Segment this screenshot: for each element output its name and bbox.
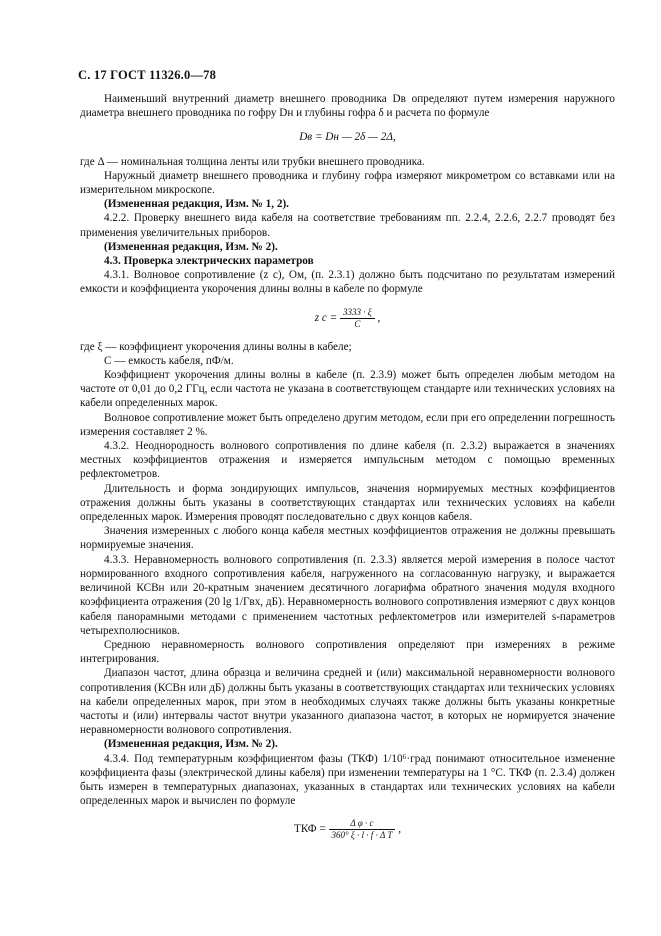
paragraph-pulse-duration: Длительность и форма зондирующих импульсов, значения нормируемых местных коэффициентов отражения должны быть указаны в соответствующих стандартах или технических условиях на кабели определенных марок. Измерения проводят последовательно с двух концов кабеля. [80, 482, 615, 524]
page-header: С. 17 ГОСТ 11326.0—78 [78, 68, 217, 82]
paragraph-average-nonuniformity: Среднюю неравномерность волнового сопротивления определяют при измерениях в режиме интегрирования. [80, 638, 615, 666]
revision-note-3: (Измененная редакция, Изм. № 2). [104, 738, 278, 751]
section-heading-4-3: 4.3. Проверка электрических параметров [104, 255, 314, 268]
paragraph-inner-diameter: Наименьший внутренний диаметр внешнего проводника Dв определяют путем измерения наружного диаметра внешнего проводника по гофру Dн и глубины гофра δ и расчета по формуле [80, 93, 615, 120]
paragraph-shortening-coefficient: Коэффициент укорочения длины волны в кабеле (п. 2.3.9) может быть определен любым методом на частоте от 0,01 до 0,2 ГГц, если частота не указана в соответствующем стандарте или технических условиях на кабели определенных марок. [80, 369, 615, 410]
paragraph-4-3-4: 4.3.4. Под температурным коэффициентом фазы (ТКФ) 1/10⁶·град понимают относительное изменение коэффициента фазы (электрической длины кабеля) при изменении температуры на 1 °С. ТКФ (п. 2.3.4) должен быть измерен в температурных диапазонах, указанных в стандартах или технических условиях на кабели определенных марок и вычислен по формуле [80, 752, 615, 808]
paragraph-4-3-1: 4.3.1. Волновое сопротивление (z с), Ом, (п. 2.3.1) должно быть подсчитано по результатам измерений емкости и коэффициента укорочения длины волны в кабеле по формуле [80, 269, 615, 296]
revision-note-2: (Измененная редакция, Изм. № 2). [104, 240, 278, 253]
formula-phase-coefficient-tail: , [398, 823, 401, 836]
formula-wave-impedance-tail: , [377, 311, 381, 324]
formula-phase-coefficient [80, 818, 615, 841]
paragraph-frequency-range: Диапазон частот, длина образца и величина средней и (или) максимальной неравномерности волнового сопротивления (КСВн или дБ) должны быть указаны в соответствующих стандартах или технических условиях на кабели определенных марок, при этом в необходимых случаях также должны быть указаны конкретные частоты и (или) интервалы частот внутри указанного диапазона частот, в которых не нормируется значение неравномерности волнового сопротивления. [80, 667, 615, 737]
paragraph-4-2-2: 4.2.2. Проверку внешнего вида кабеля на соответствие требованиям пп. 2.2.4, 2.2.6, 2.2.7 проводят без применения увеличительных приборов. [80, 212, 615, 239]
paragraph-delta-definition: где Δ — номинальная толщина ленты или трубки внешнего проводника. [80, 155, 425, 168]
formula-phase-coefficient-denominator: 360° ξ · l · f · Δ T [331, 830, 393, 841]
formula-wave-impedance-lhs: z с = [314, 311, 338, 324]
formula-wave-impedance-numerator: 3333 · ξ [340, 307, 375, 319]
formula-phase-coefficient-numerator: Δ φ · c [329, 818, 396, 830]
paragraph-micrometer: Наружный диаметр внешнего проводника и глубину гофра измеряют микрометром со вставками или на измерительном микроскопе. [80, 169, 615, 197]
paragraph-xi-definition: где ξ — коэффициент укорочения длины волны в кабеле; [80, 340, 352, 353]
formula-wave-impedance-fraction [340, 307, 375, 330]
formula-wave-impedance [80, 307, 615, 330]
paragraph-4-3-3: 4.3.3. Неравномерность волнового сопротивления (п. 2.3.3) является мерой измерения в полосе частот нормированного входного сопротивления кабеля, нагруженного на согласованную нагрузку, и выражается величиной КСВн или 20-кратным значением десятичного логарифма обратного значения модуля входного коэффициента отражения (20 lg 1/Γвх, дБ). Неравномерность волнового сопротивления измеряют с двух концов кабеля панорамными методами с применением частотных рефлектометров или измерителей s-параметров четырехполюсников. [80, 553, 615, 637]
formula-wave-impedance-denominator: C [354, 318, 361, 329]
revision-note-1: (Измененная редакция, Изм. № 1, 2). [104, 198, 289, 211]
paragraph-4-3-2: 4.3.2. Неоднородность волнового сопротивления по длине кабеля (п. 2.3.2) выражается в значениях местных коэффициентов отражения и измеряется импульсным методом с помощью временных рефлектометров. [80, 440, 615, 481]
paragraph-other-method: Волновое сопротивление может быть определено другим методом, если при его определении погрешность измерения составляет 2 %. [80, 411, 615, 438]
paragraph-reflection-values: Значения измеренных с любого конца кабеля местных коэффициентов отражения не должны превышать нормируемые значения. [80, 525, 615, 552]
formula-inner-diameter: Dв = Dн — 2δ — 2Δ, [299, 131, 396, 144]
formula-phase-coefficient-fraction [329, 818, 396, 841]
formula-phase-coefficient-lhs: ТКФ = [294, 823, 326, 836]
paragraph-c-definition: C — емкость кабеля, пФ/м. [104, 354, 234, 367]
document-body [80, 92, 615, 851]
